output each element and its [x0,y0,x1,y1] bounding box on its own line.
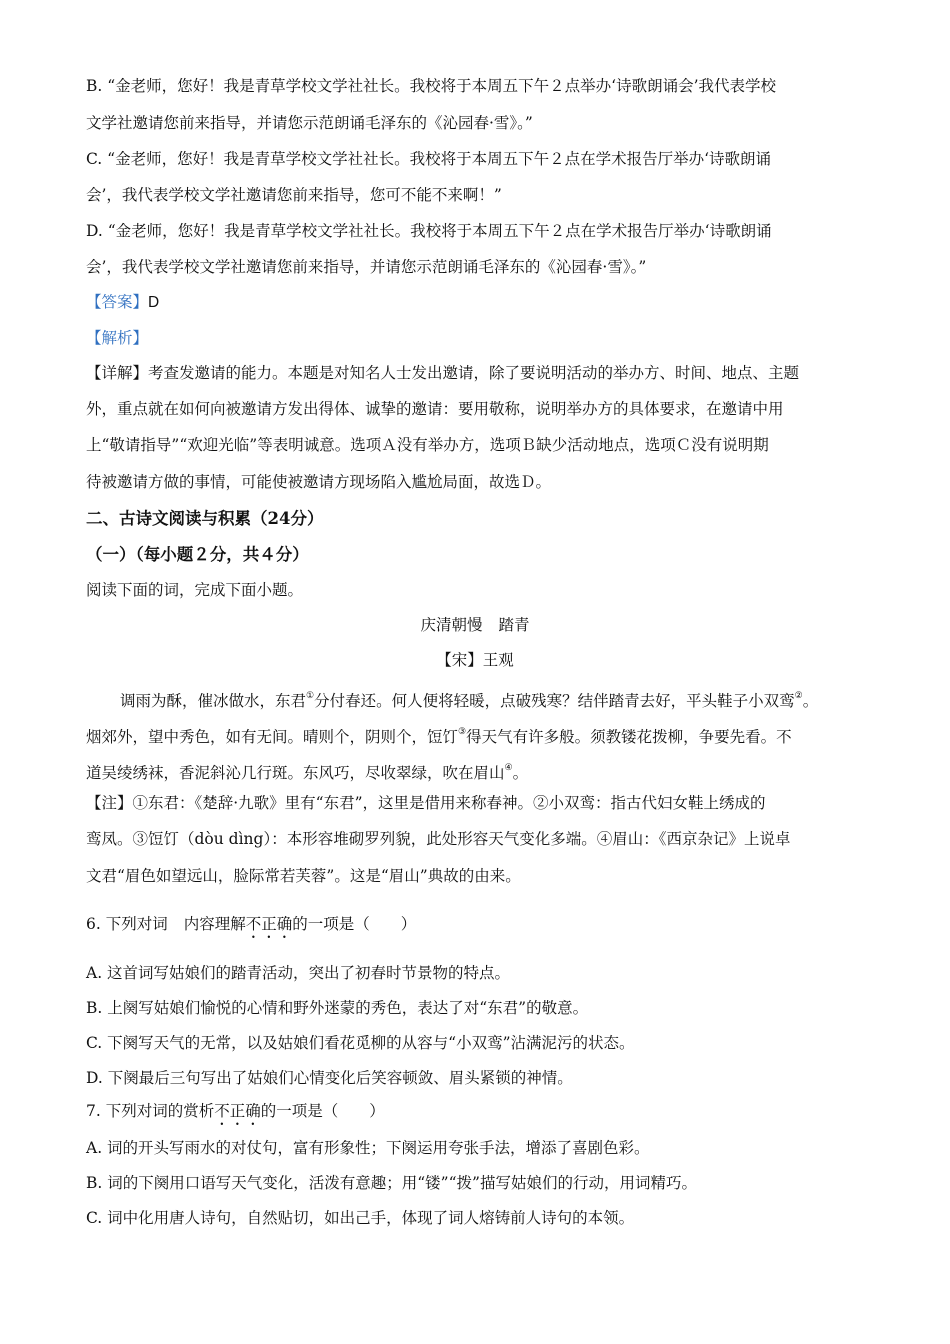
note-ref-3: ③ [458,727,467,737]
poem-text: 分付春还。何人便将轻暖，点破残寒？结伴踏青去好，平头鞋子小双鸾 [314,692,795,710]
poem-text: 道吴绫绣袜，香泥斜沁几行斑。东风巧，尽收翠绿，吹在眉山 [86,764,505,782]
poem-author: 【宋】王观 [436,651,514,669]
poem-title-sub: 踏青 [498,616,530,634]
q6-stem-text: 6. 下列对词 [86,915,168,933]
option-b-line2: 文学社邀请您前来指导，并请您示范朗诵毛泽东的《沁园春·雪》。” [86,114,533,132]
poem-line3 [86,758,528,783]
q6-option-c[interactable]: C. 下阕写天气的无常，以及姑娘们看花觅柳的从容与“小双鸾”沾满泥污的状态。 [86,1034,635,1052]
option-d-line2: 会’，我代表学校文学社邀请您前来指导，并请您示范朗诵毛泽东的《沁园春·雪》。” [86,258,647,276]
q7-option-b[interactable]: B. 词的下阕用口语写天气变化，活泼有意趣；用“镂”“拨”描写姑娘们的行动，用词精巧。 [86,1174,697,1192]
detail-line2: 外，重点就在如何向被邀请方发出得体、诚挚的邀请：要用敬称，说明举办方的具体要求，在邀请中用 [86,400,784,418]
emphasis-not-correct: 不正确 [245,915,293,933]
q6-option-b[interactable]: B. 上阕写姑娘们愉悦的心情和野外迷蒙的秀色，表达了对“东君”的敬意。 [86,999,589,1017]
option-c-line1: C. “金老师，您好！我是青草学校文学社社长。我校将于本周五下午２点在学术报告厅举办‘诗歌朗诵 [86,150,772,168]
subsection-title: （一）（每小题２分，共４分） [86,545,309,564]
notes-line3: 文君“眉色如望远山，脸际常若芙蓉”。这是“眉山”典故的由来。 [86,867,521,885]
option-d-line1: D. “金老师，您好！我是青草学校文学社社长。我校将于本周五下午２点在学术报告厅举办‘诗歌朗诵 [86,222,772,240]
detail-line1 [86,363,799,383]
option-b-line1: B. “金老师，您好！我是青草学校文学社社长。我校将于本周五下午２点举办‘诗歌朗诵会’我代表学校 [86,77,777,95]
note-ref-2: ② [794,691,803,701]
poem-line2 [86,722,792,747]
poem-text: 烟郊外，望中秀色，如有无间。晴则个，阴则个，饾饤 [86,728,459,746]
question-6-stem [86,914,416,942]
notes-line2: 鸾凤。③饾饤（dòu dìng）：本形容堆砌罗列貌，此处形容天气变化多端。④眉山：《西京杂记》上说卓 [86,830,791,848]
q7-stem-text: 7. 下列对词的赏析 [86,1102,215,1120]
poem-title-main: 庆清朝慢 [420,616,483,634]
emphasis-not-correct: 不正确 [214,1102,261,1120]
q6-option-a[interactable]: A. 这首词写姑娘们的踏青活动，突出了初春时节景物的特点。 [86,964,511,982]
q6-stem-text: 内容理解 [183,915,246,933]
answer-line [86,292,159,313]
poem-line1 [120,686,818,711]
answer-value: D [148,294,160,311]
poem-title [0,615,950,635]
detail-label: 【详解】 [86,364,149,382]
poem-text: 。 [802,692,819,710]
poem-text: 。 [512,764,529,782]
detail-text-1: 考查发邀请的能力。本题是对知名人士发出邀请，除了要说明活动的举办方、时间、地点、主题 [148,364,800,382]
notes-line1: 【注】①东君：《楚辞·九歌》里有“东君”，这里是借用来称春神。②小双鸾：指古代妇女鞋上绣成的 [86,794,766,812]
q7-stem-text: 的一项是（ ） [260,1102,385,1120]
q6-stem-text: 的一项是（ ） [292,915,417,933]
q7-option-a[interactable]: A. 词的开头写雨水的对仗句，富有形象性；下阕运用夸张手法，增添了喜剧色彩。 [86,1139,650,1157]
option-c-line2: 会’，我代表学校文学社邀请您前来指导，您可不能不来啊！” [86,186,502,204]
section-title: 二、古诗文阅读与积累（24分） [86,509,324,528]
question-7-stem [86,1101,385,1129]
poem-text: 调雨为酥，催冰做水，东君 [120,692,307,710]
answer-label: 【答案】 [86,293,149,311]
note-ref-1: ① [306,691,315,701]
detail-line3: 上“敬请指导”“欢迎光临”等表明诚意。选项Ａ没有举办方，选项Ｂ缺少活动地点，选项Ｃ没有说明期 [86,436,769,454]
q6-option-d[interactable]: D. 下阕最后三句写出了姑娘们心情变化后笑容顿敛、眉头紧锁的神情。 [86,1069,573,1087]
detail-line4: 待被邀请方做的事情，可能使被邀请方现场陷入尴尬局面，故选Ｄ。 [86,473,552,491]
analysis-label: 【解析】 [86,329,149,347]
poem-text: 得天气有许多般。须教镂花拨柳，争要先看。不 [466,728,792,746]
reading-instruction: 阅读下面的词，完成下面小题。 [86,581,304,599]
note-ref-4: ④ [504,763,513,773]
q7-option-c[interactable]: C. 词中化用唐人诗句，自然贴切，如出己手，体现了词人熔铸前人诗句的本领。 [86,1209,635,1227]
